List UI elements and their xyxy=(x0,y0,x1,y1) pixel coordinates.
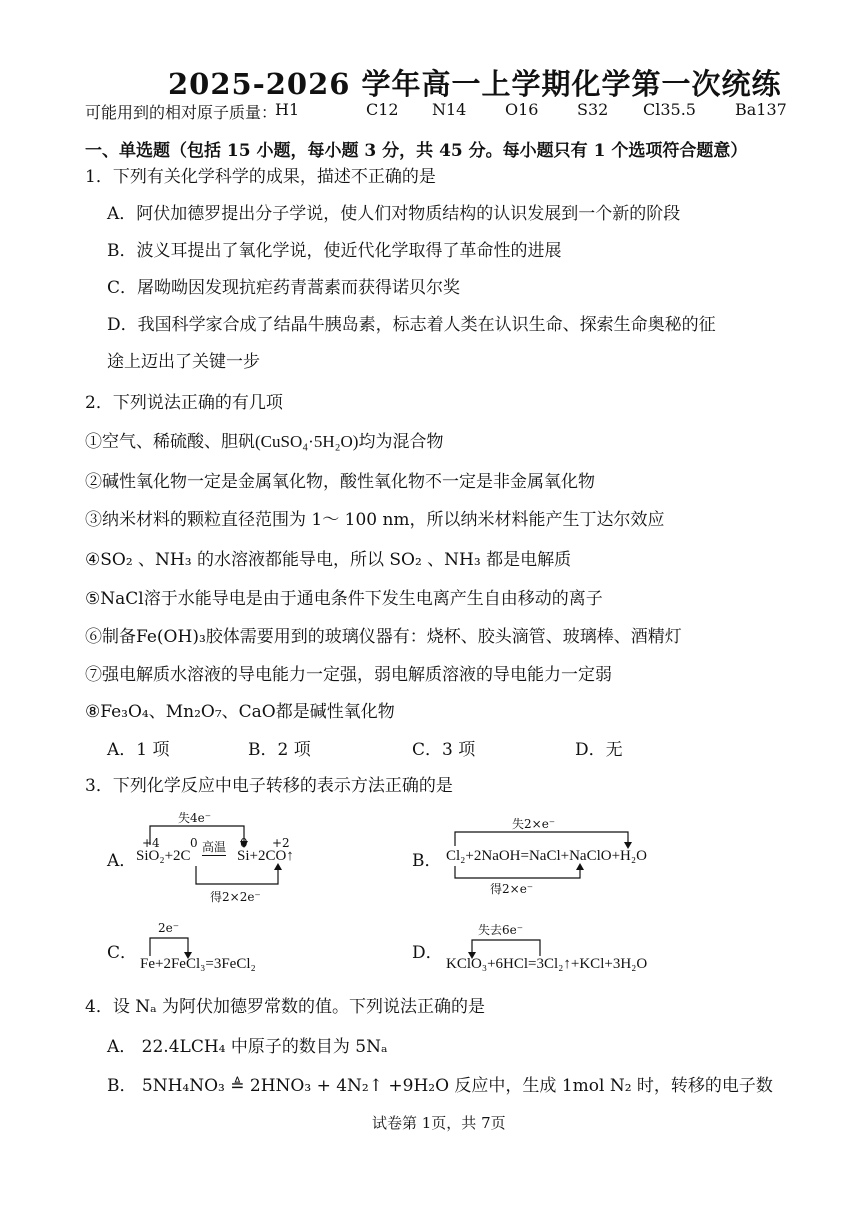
option-a-equation-left: SiO₂+2C xyxy=(136,848,191,864)
page-footer: 试卷第 1页，共 7页 xyxy=(372,1114,506,1132)
option-a-condition: 高温 xyxy=(202,840,227,854)
question-1-option-c: C．屠呦呦因发现抗疟药青蒿素而获得诺贝尔奖 xyxy=(107,278,461,298)
atomic-mass-s: S32 xyxy=(577,100,609,119)
option-a-ox-3: 0 xyxy=(240,836,248,850)
question-1-option-d: D．我国科学家合成了结晶牛胰岛素，标志着人类在认识生命、探索生命奥秘的征 xyxy=(107,315,716,335)
statement-6: ⑥制备Fe(OH)₃胶体需要用到的玻璃仪器有：烧杯、胶头滴管、玻璃棒、酒精灯 xyxy=(85,627,682,647)
atomic-mass-ba: Ba137 xyxy=(735,100,787,119)
question-3-option-b-label: B． xyxy=(412,851,442,871)
statement-7: ⑦强电解质水溶液的导电能力一定强，弱电解质溶液的导电能力一定弱 xyxy=(85,665,612,685)
statement-3: ③纳米材料的颗粒直径范围为 1～ 100 nm，所以纳米材料能产生丁达尔效应 xyxy=(85,510,665,530)
question-3-option-d-label: D． xyxy=(412,943,443,963)
statement-2: ②碱性氧化物一定是金属氧化物，酸性氧化物不一定是非金属氧化物 xyxy=(85,472,595,492)
question-2-option-a: A．1 项 xyxy=(107,740,170,760)
atomic-mass-c: C12 xyxy=(366,100,399,119)
option-a-ox-4: +2 xyxy=(272,836,290,850)
question-1-stem: 1．下列有关化学科学的成果，描述不正确的是 xyxy=(85,167,436,187)
atomic-mass-cl: Cl35.5 xyxy=(643,100,696,119)
question-1-option-d-cont: 途上迈出了关键一步 xyxy=(107,352,260,372)
atomic-mass-h: H1 xyxy=(275,100,300,119)
option-a-top-label: 失4e⁻ xyxy=(178,811,212,825)
option-a-ox-2: 0 xyxy=(190,836,198,850)
atomic-mass-label: 可能用到的相对原子质量： xyxy=(85,103,278,122)
atomic-mass-o: O16 xyxy=(505,100,539,119)
exam-title: 2025-2026 学年高一上学期化学第一次统练 xyxy=(168,67,782,101)
statement-1-tail: 均为混合物 xyxy=(358,432,444,452)
question-3-option-c-label: C． xyxy=(107,943,138,963)
option-c-top-label: 2e⁻ xyxy=(158,921,180,935)
option-a-equation-right: Si+2CO↑ xyxy=(237,848,294,864)
atomic-mass-n: N14 xyxy=(432,100,467,119)
question-1-option-a: A．阿伏加德罗提出分子学说，使人们对物质结构的认识发展到一个新的阶段 xyxy=(107,204,681,224)
statement-1-formula: (CuSO₄·5H₂O) xyxy=(255,432,359,451)
option-c-arrow xyxy=(150,938,188,956)
question-3-stem: 3．下列化学反应中电子转移的表示方法正确的是 xyxy=(85,776,453,796)
question-2-option-d: D．无 xyxy=(575,740,623,760)
option-a-bottom-label: 得2×2e⁻ xyxy=(210,890,261,904)
statement-8: ⑧Fe₃O₄、Mn₂O₇、CaO都是碱性氧化物 xyxy=(85,702,395,722)
statement-1-text: ①空气、稀硫酸、胆矾 xyxy=(85,432,255,452)
option-a-ox-1: +4 xyxy=(142,836,160,850)
section-title: 一、单选题（包括 15 小题，每小题 3 分，共 45 分。每小题只有 1 个选项符合题意） xyxy=(85,141,748,161)
option-a-bottom-arrow xyxy=(196,866,278,884)
question-4-option-a: A． 22.4LCH₄ 中原子的数目为 5Nₐ xyxy=(107,1037,388,1057)
question-4-option-b: B． 5NH₄NO₃ ≜ 2HNO₃ + 4N₂↑ +9H₂O 反应中，生成 1mol N₂ 时，转移的电子数 xyxy=(107,1076,773,1096)
question-2-stem: 2．下列说法正确的有几项 xyxy=(85,393,283,413)
question-2-option-c: C．3 项 xyxy=(412,740,476,760)
option-b-top-arrow xyxy=(455,832,628,846)
question-1-option-b: B．波义耳提出了氧化学说，使近代化学取得了革命性的进展 xyxy=(107,241,562,261)
question-4-stem: 4．设 Nₐ 为阿伏加德罗常数的值。下列说法正确的是 xyxy=(85,997,486,1017)
option-c-equation: Fe+2FeCl₃=3FeCl₂ xyxy=(140,956,256,972)
option-b-bottom-arrow xyxy=(455,866,580,878)
option-b-top-label: 失2×e⁻ xyxy=(512,817,556,831)
option-b-bottom-label: 得2×e⁻ xyxy=(490,882,534,896)
option-b-equation: Cl₂+2NaOH=NaCl+NaClO+H₂O xyxy=(446,848,647,864)
option-d-equation: KClO₃+6HCl=3Cl₂↑+KCl+3H₂O xyxy=(446,956,648,972)
question-3-option-a-label: A． xyxy=(107,851,137,871)
option-d-top-label: 失去6e⁻ xyxy=(478,923,524,937)
option-d-arrow xyxy=(472,940,540,956)
statement-5: ⑤NaCl溶于水能导电是由于通电条件下发生电离产生自由移动的离子 xyxy=(85,589,603,609)
statement-4: ④SO₂ 、NH₃ 的水溶液都能导电，所以 SO₂ 、NH₃ 都是电解质 xyxy=(85,550,572,570)
question-2-option-b: B．2 项 xyxy=(248,740,311,760)
